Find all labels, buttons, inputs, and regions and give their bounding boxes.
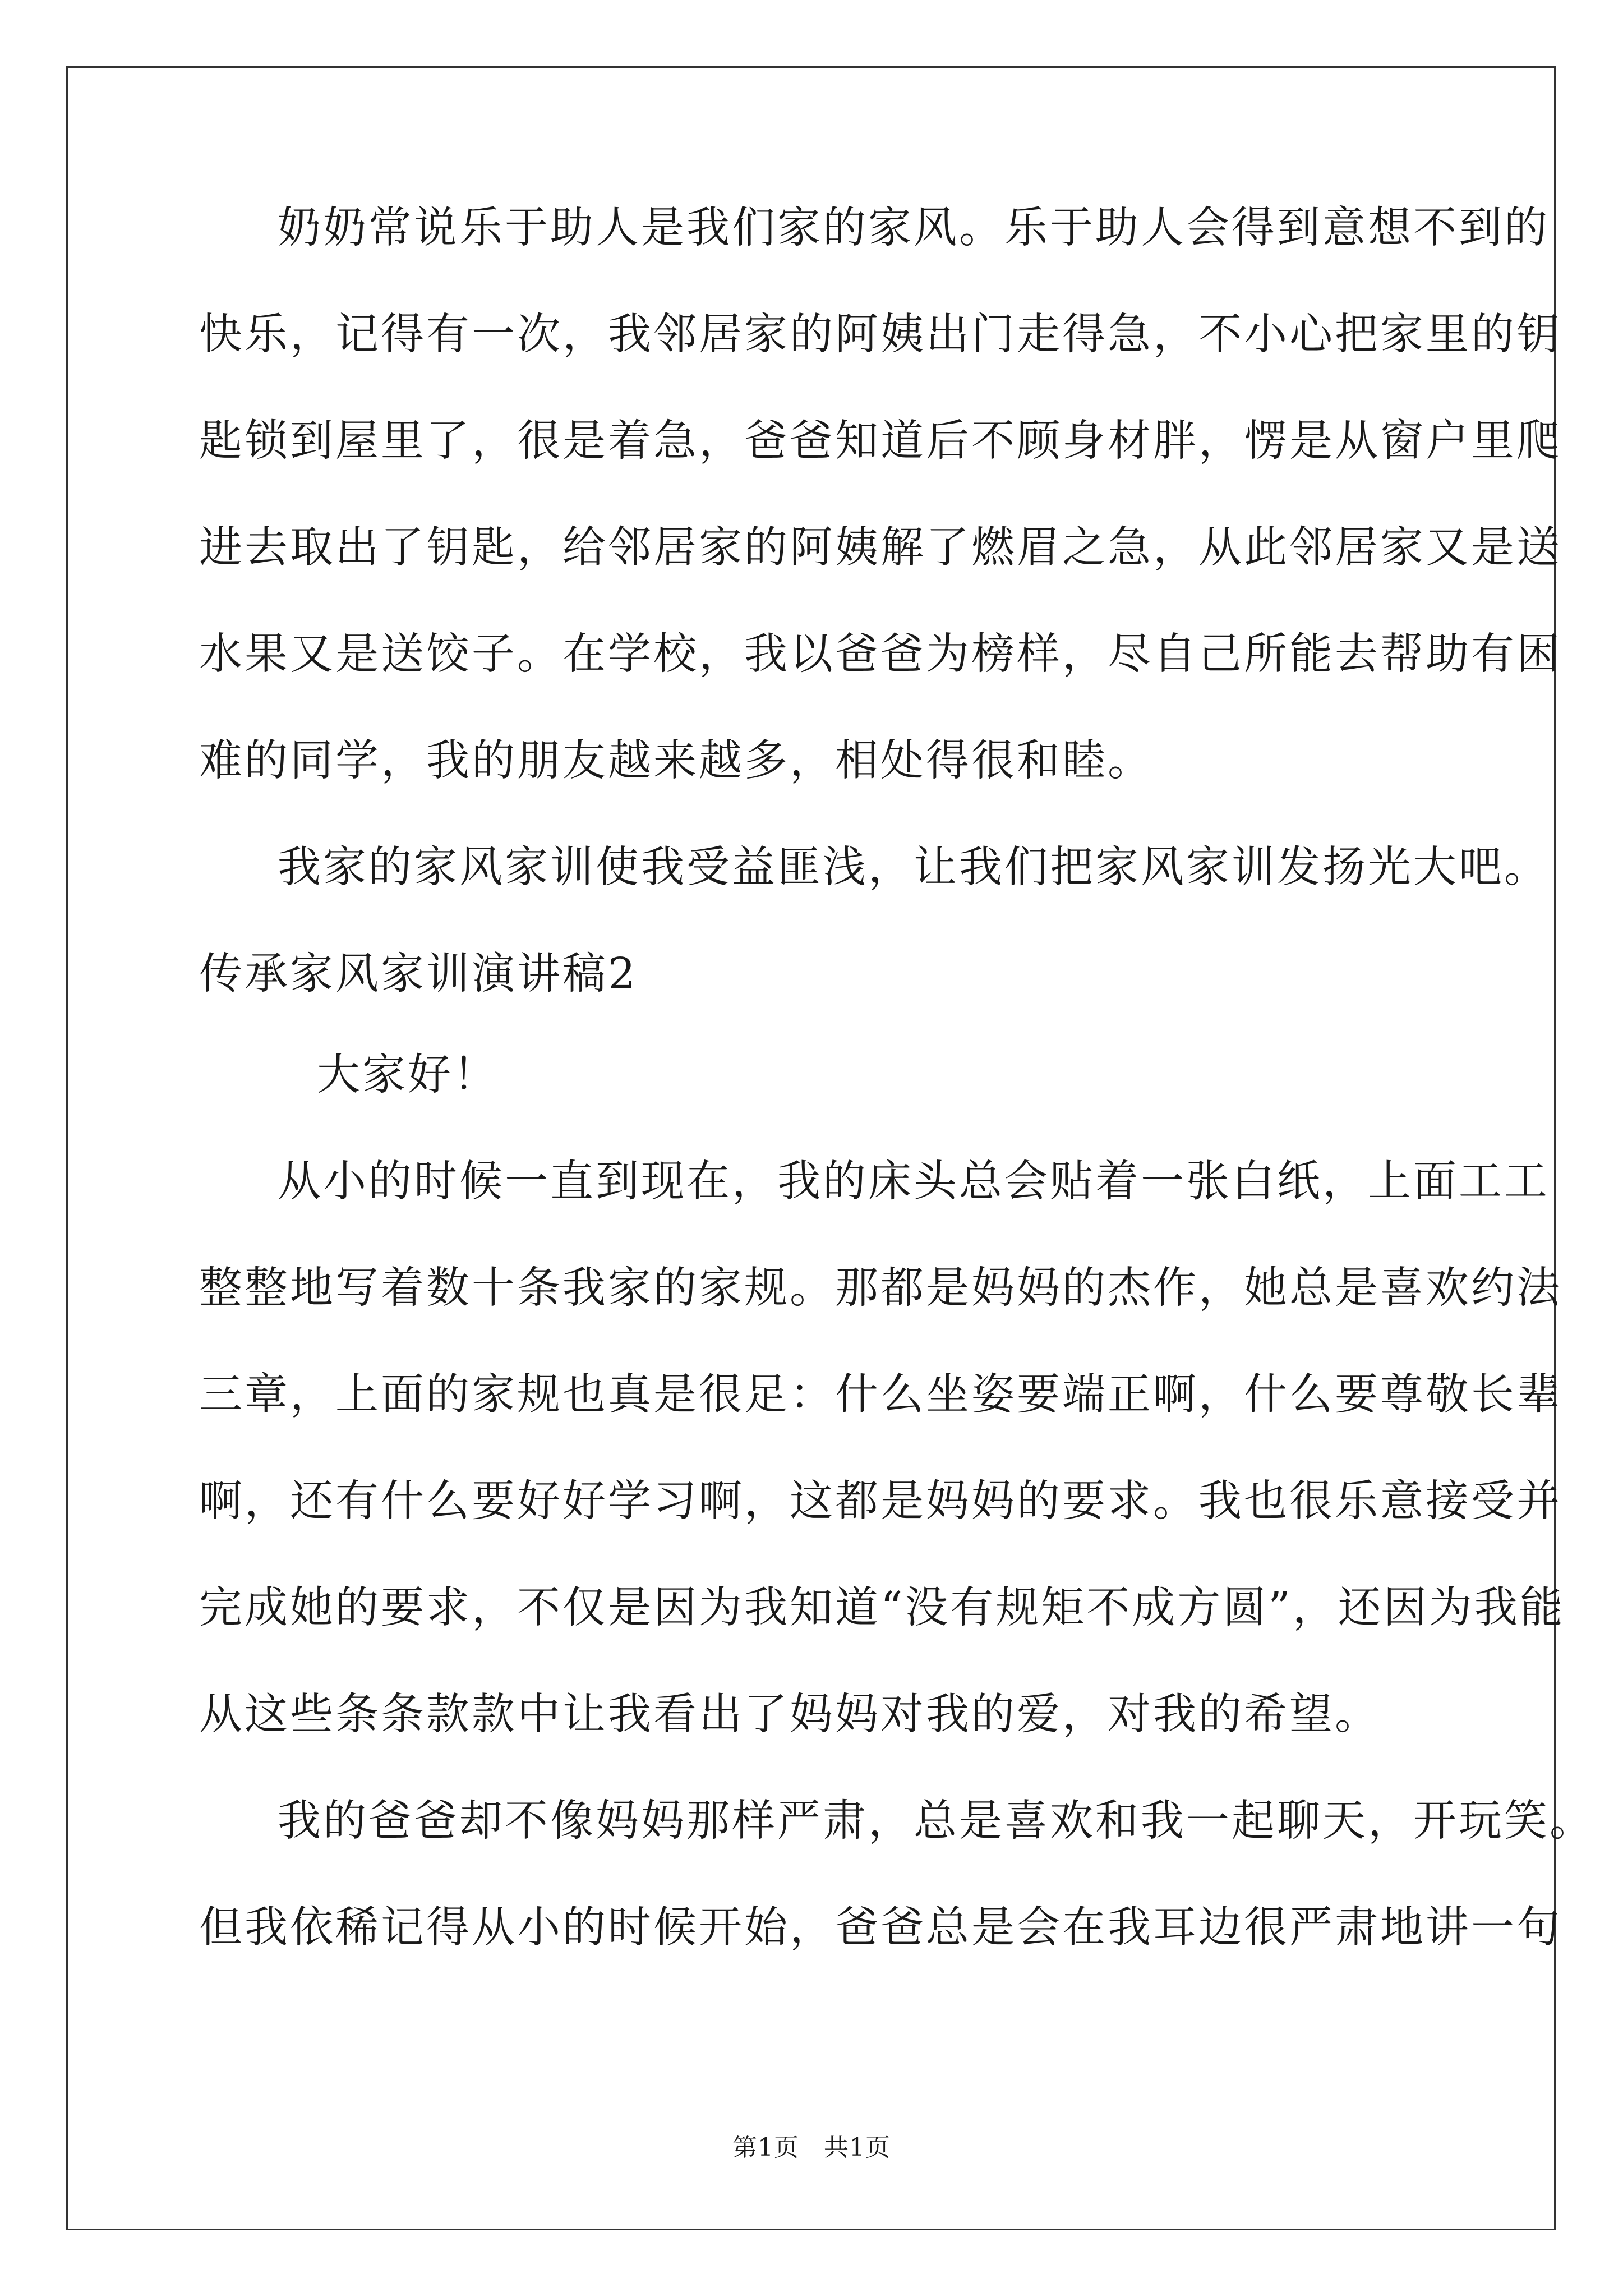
paragraph-line: 进去取出了钥匙，给邻居家的阿姨解了燃眉之急，从此邻居家又是送 [199, 523, 1562, 573]
section-heading: 传承家风家训演讲稿2 [199, 949, 638, 999]
paragraph-line: 完成她的要求，不仅是因为我知道“没有规矩不成方圆”，还因为我能 [199, 1583, 1565, 1633]
paragraph-line: 我的爸爸却不像妈妈那样严肃，总是喜欢和我一起聊天，开玩笑。 [278, 1796, 1595, 1846]
page-footer [0, 2127, 1623, 2163]
paragraph-line: 快乐，记得有一次，我邻居家的阿姨出门走得急，不小心把家里的钥 [199, 310, 1562, 360]
paragraph-line: 啊，还有什么要好好学习啊，这都是妈妈的要求。我也很乐意接受并 [199, 1476, 1562, 1526]
paragraph-line: 水果又是送饺子。在学校，我以爸爸为榜样，尽自己所能去帮助有困 [199, 629, 1562, 679]
paragraph-line: 奶奶常说乐于助人是我们家的家风。乐于助人会得到意想不到的 [278, 203, 1550, 253]
paragraph-line: 但我依稀记得从小的时候开始，爸爸总是会在我耳边很严肃地讲一句 [199, 1903, 1562, 1953]
paragraph-line: 三章，上面的家规也真是很足：什么坐姿要端正啊，什么要尊敬长辈 [199, 1370, 1562, 1420]
paragraph-line: 我家的家风家训使我受益匪浅，让我们把家风家训发扬光大吧。 [278, 843, 1550, 892]
page-total: 共1页 [824, 2133, 891, 2162]
paragraph-line: 难的同学，我的朋友越来越多，相处得很和睦。 [199, 736, 1153, 786]
paragraph-line: 从这些条条款款中让我看出了妈妈对我的爱，对我的希望。 [199, 1690, 1380, 1740]
page-number: 第1页 [732, 2133, 799, 2162]
paragraph-line: 从小的时候一直到现在，我的床头总会贴着一张白纸，上面工工 [278, 1157, 1550, 1207]
paragraph-line: 整整地写着数十条我家的家规。那都是妈妈的杰作，她总是喜欢约法 [199, 1263, 1562, 1313]
greeting-line: 大家好！ [317, 1050, 499, 1100]
paragraph-line: 匙锁到屋里了，很是着急，爸爸知道后不顾身材胖，愣是从窗户里爬 [199, 416, 1562, 466]
